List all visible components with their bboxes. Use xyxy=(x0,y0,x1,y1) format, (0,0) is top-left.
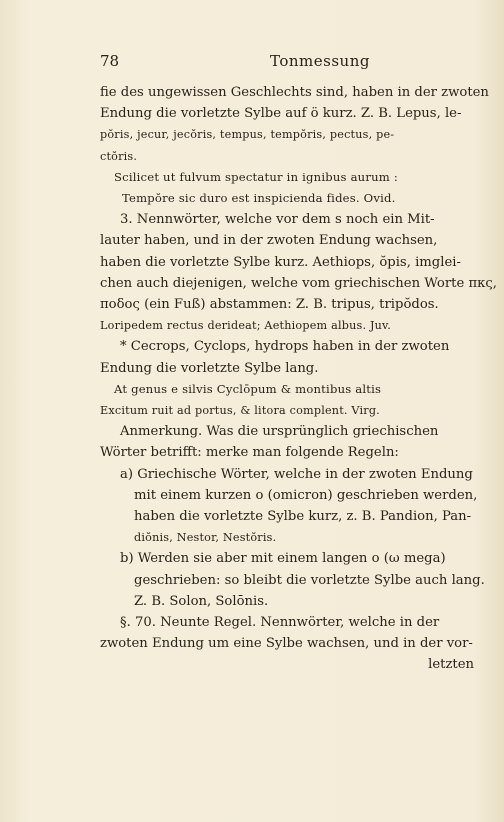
text-line: ctŏris. xyxy=(100,149,138,163)
quote-line: At genus e silvis Cyclōpum & montibus altis xyxy=(114,381,382,396)
catchword: letzten xyxy=(428,657,474,673)
text-line: haben die vorletzte Sylbe kurz, z. B. Pandion, Pan- xyxy=(134,509,472,525)
quote-line: Loripedem rectus derideat; Aethiopem albus. Juv. xyxy=(100,319,392,333)
page-header xyxy=(100,52,466,72)
text-line: ποδος (ein Fuß) abstammen: Z. B. tripus, tripŏdos. xyxy=(100,297,439,313)
quote-line: Tempŏre sic duro est inspicienda fides. Ovid. xyxy=(122,191,396,206)
text-line: zwoten Endung um eine Sylbe wachsen, und in der vor- xyxy=(100,636,473,652)
quote-line: Excitum ruit ad portus, & litora complent. Virg. xyxy=(100,404,380,418)
text-line: §. 70. Neunte Regel. Nennwörter, welche in der xyxy=(120,615,440,631)
text-line: lauter haben, und in der zwoten Endung wachsen, xyxy=(100,233,438,249)
text-line: * Cecrops, Cyclops, hydrops haben in der zwoten xyxy=(120,339,450,355)
text-line: Endung die vorletzte Sylbe auf ö kurz. Z. B. Lepus, le- xyxy=(100,106,462,122)
text-line: chen auch diejenigen, welche vom griechischen Worte πκς, xyxy=(100,275,497,291)
text-line: a) Griechische Wörter, welche in der zwoten Endung xyxy=(120,466,473,482)
running-head: Tonmessung xyxy=(270,52,370,70)
text-line: haben die vorletzte Sylbe kurz. Aethiops, ŏpis, imglei- xyxy=(100,254,461,270)
text-line: fie des ungewissen Geschlechts sind, haben in der zwoten xyxy=(100,85,489,100)
text-line: Wörter betrifft: merke man folgende Regeln: xyxy=(100,445,399,461)
quote-line: Scilicet ut fulvum spectatur in ignibus aurum : xyxy=(114,169,398,184)
text-line: b) Werden sie aber mit einem langen o (ω mega) xyxy=(120,551,446,567)
page-body xyxy=(100,82,497,676)
text-line: geschrieben: so bleibt die vorletzte Sylbe auch lang. xyxy=(134,572,485,588)
text-line: diŏnis, Nestor, Nestŏris. xyxy=(134,531,277,545)
text-line: Z. B. Solon, Solōnis. xyxy=(134,593,269,609)
text-line: Endung die vorletzte Sylbe lang. xyxy=(100,360,319,376)
text-line: Anmerkung. Was die ursprünglich griechischen xyxy=(120,424,439,440)
text-line: mit einem kurzen o (omicron) geschrieben werden, xyxy=(134,487,478,503)
text-line: pŏris, jecur, jecŏris, tempus, tempŏris, pectus, pe- xyxy=(100,128,395,142)
text-line: 3. Nennwörter, welche vor dem s noch ein Mit- xyxy=(120,212,435,228)
page-number: 78 xyxy=(100,52,120,70)
